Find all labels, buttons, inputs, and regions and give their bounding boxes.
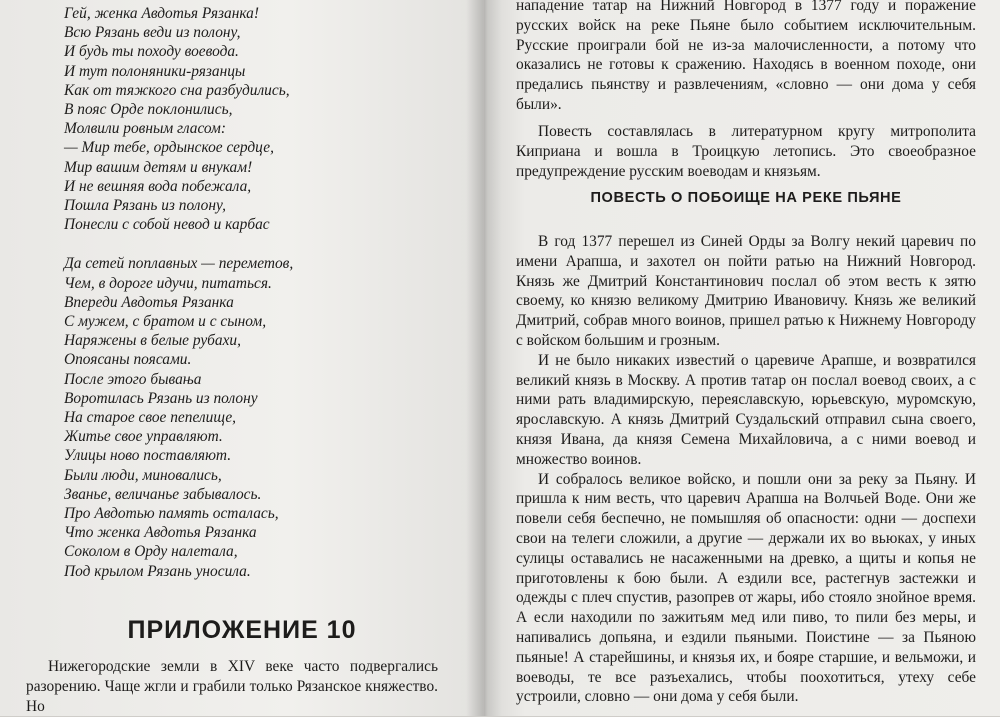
poem-line: Житье свое управляют. [64, 428, 223, 446]
poem-stanza-2 [64, 254, 444, 580]
paragraph-text: нападение татар на Нижний Новгород в 1377 году и поражение русских войск на реке Пьяне было событием исключительным. Русские проиграли бой не из-за малочисленности, а потому что оказались не готовы к сражению. Находясь в военном походе, они предались пьянству и развлечениям, «словно — они дома у себя были». [516, 0, 976, 113]
story-title: ПОВЕСТЬ О ПОБОИЩЕ НА РЕКЕ ПЬЯНЕ [590, 190, 902, 206]
poem-line: Что женка Авдотья Рязанка [64, 524, 257, 542]
poem-line: Опоясаны поясами. [64, 351, 192, 369]
poem-line: Гей, женка Авдотья Рязанка! [64, 5, 259, 22]
story-paragraph: И не было никаких известий о царевиче Арапше, и возвратился великий князь в Москву. А против татар он послал воевод своих, а с ними рать владимирскую, переяславскую, юрьевскую, муромскую, ярославскую. А князь Дмитрий Суздальский отправил сына своего, князя Ивана, да князя Семена Михайловича, а с ними воевод и множество воинов. [516, 351, 976, 468]
intro-paragraph-1 [516, 0, 976, 115]
poem-line: После этого бывања [64, 370, 202, 388]
poem-line: Были люди, миновались, [64, 466, 222, 484]
story-paragraph: В год 1377 перешел из Синей Орды за Волгу некий царевич по имени Арапша, и захотел он пойти ратью на Нижний Новгород. Князь же Дмитрий Константинович послал об этом весть к зятю своему, ко князю великому Дмитрию Ивановичу. Князь же великий Дмитрий, собрав много воинов, пришел ратью к Нижнему Новгороду с войском большим и грозным. [516, 233, 976, 349]
poem-line: Под крылом Рязань уносила. [64, 562, 251, 580]
story-paragraph: И собралось великое войско, и пошли они за реку за Пьяну. И пришла к ним весть, что царевич Арапша на Волчьей Воде. Они же повели себя беспечно, не помышляя об опасности: одни — доспехи свои на телеги сложили, а другие — держали их во вьюках, у иных сулицы оставались не насаженными на древко, а щиты и копья не приготовлены к бою были. А ездили все, растегнув застежки и одежды с плеч спустив, разопрев от жары, ибо стояло знойное время. А если находили по зажитьям мед или пиво, то пили без меры, и напивались допьяна, и ездили пьяными. Поистине — за Пьяною пьяные! А старейшины, и князья их, и бояре старшие, и вельможи, и воеводы, те все разъехались, чтобы поохотиться, утеху себе устроили, словно — они дома у себя были. [516, 470, 976, 706]
poem-line: Как от тяжкого сна разбудились, [64, 81, 290, 99]
left-page [0, 0, 484, 716]
poem-line: Мир вашим детям и внукам! [64, 158, 253, 176]
poem-line: Про Авдотью память осталась, [64, 505, 279, 523]
poem-line: Впереди Авдотья Рязанка [64, 293, 234, 311]
poem-line: В пояс Орде поклонились, [64, 101, 233, 119]
poem-line: Да сетей поплавных — переметов, [64, 255, 294, 273]
poem-line: Улицы ново поставляют. [64, 447, 232, 465]
poem-line: Пошла Рязань из полону, [64, 197, 226, 215]
intro-paragraph-2 [516, 122, 976, 181]
poem-line: И тут полоняники-рязанцы [64, 62, 246, 80]
story-text [516, 232, 976, 707]
poem-stanza-1 [64, 4, 444, 234]
poem [64, 4, 444, 581]
poem-line: И будь ты походу воевода. [64, 43, 239, 61]
poem-line: Всю Рязань веди из полону, [64, 24, 241, 42]
poem-line: Званье, величанье забывалось. [64, 485, 262, 503]
poem-line: На старое свое пепелище, [64, 409, 236, 427]
paragraph-text: Повесть составлялась в литературном кругу митрополита Киприана и вошла в Троицкую летопись. Это своеобразное предупреждение русским воеводам и князьям. [516, 123, 976, 180]
poem-line: Молвили ровным гласом: [64, 120, 226, 138]
poem-line: Воротилась Рязань из полону [64, 389, 258, 407]
book-gutter-shadow [466, 0, 502, 716]
appendix-title: ПРИЛОЖЕНИЕ 10 [127, 616, 357, 644]
stanza-gap [64, 234, 444, 254]
poem-line: С мужем, с братом и с сыном, [64, 313, 267, 331]
appendix-intro-text: Нижегородские земли в XIV веке часто подвергались разорению. Чаще жгли и грабили только Рязанское княжество. Но [26, 658, 438, 715]
poem-line: И не вешняя вода побежала, [64, 177, 252, 195]
poem-line: Чем, в дороге идучи, питаться. [64, 274, 272, 292]
poem-line: Соколом в Орду налетала, [64, 543, 238, 561]
poem-line: Наряжены в белые рубахи, [64, 332, 241, 350]
poem-line: — Мир тебе, ордынское сердце, [64, 139, 274, 157]
poem-line: Понесли с собой невод и карбас [64, 216, 270, 234]
